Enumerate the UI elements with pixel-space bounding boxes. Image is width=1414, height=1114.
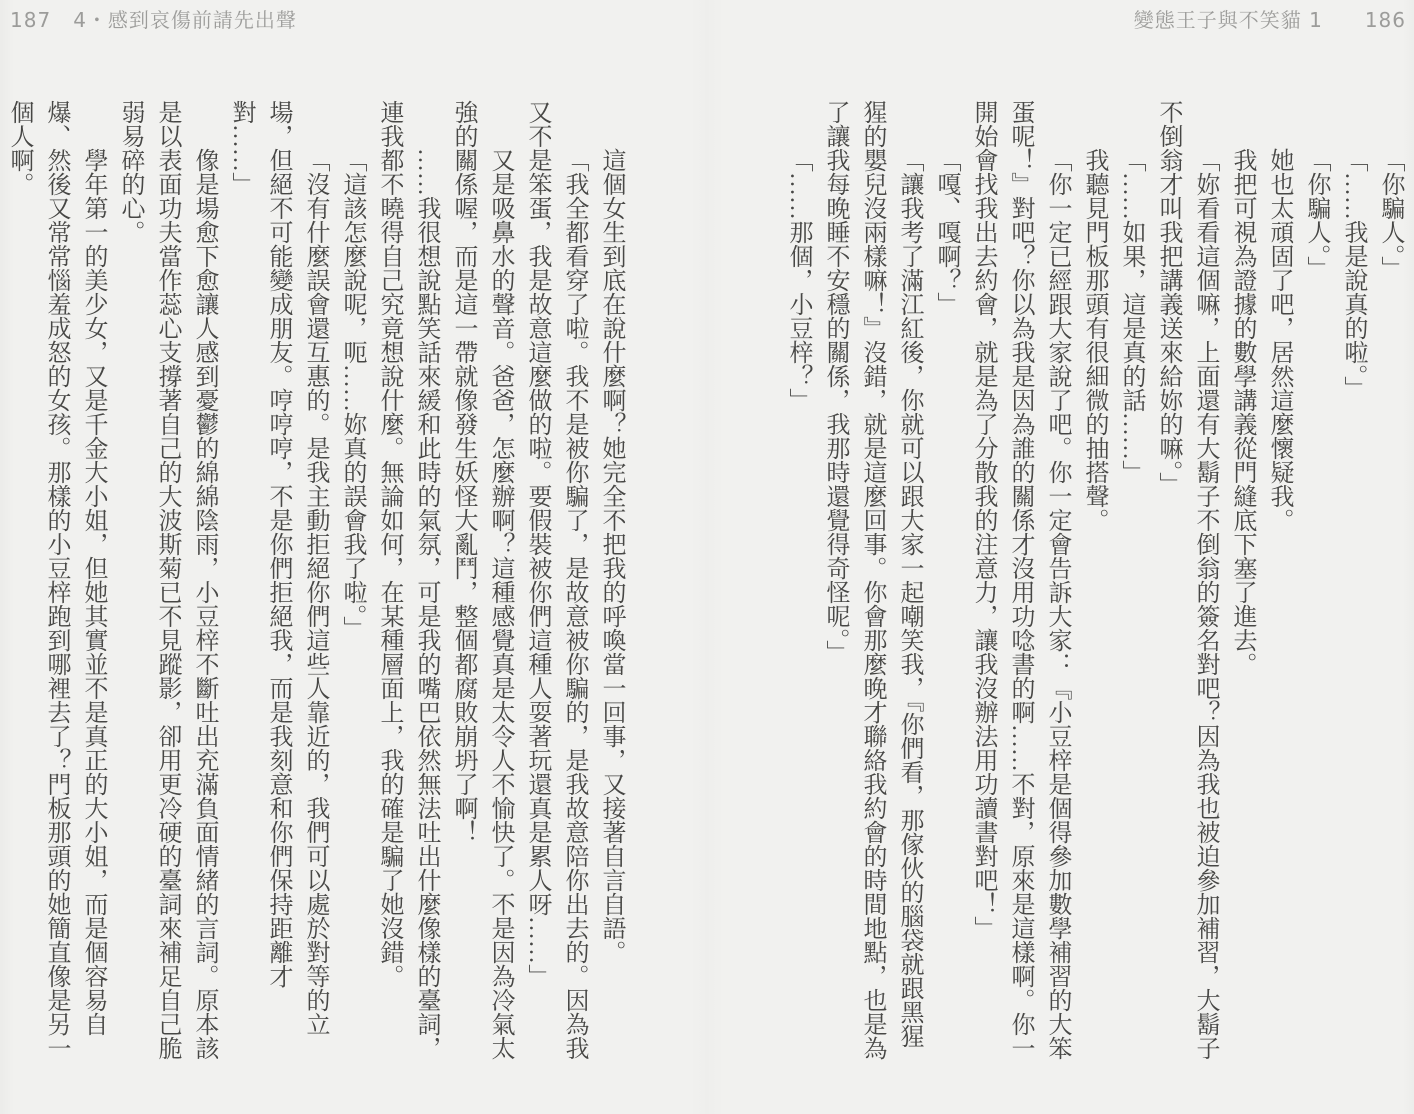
paragraph: ……我很想說點笑話來緩和此時的氣氛，可是我的嘴巴依然無法吐出什麼像樣的臺詞，連我都不曉得自己究竟想說什麼。無論如何，在某種層面上，我的確是騙了她沒錯。 (376, 100, 439, 1060)
paragraph: 「……如果，這是真的話……」 (1118, 148, 1144, 484)
paragraph: 這個女生到底在說什麼啊？她完全不把我的呼喚當一回事，又接著自言自語。 (598, 148, 624, 964)
paragraph: 「你騙人。」 (1303, 148, 1329, 280)
paragraph: 「嘎、嘎啊？」 (933, 148, 959, 316)
paragraph: 又是吸鼻水的聲音。爸爸，怎麼辦啊？這種感覺真是太令人不愉快了。不是因為冷氣太強的關係喔，而是這一帶就像發生妖怪大亂鬥，整個都腐敗崩坍了啊！ (450, 100, 513, 1060)
paragraph: 「……那個，小豆梓？」 (785, 148, 811, 412)
paragraph: 她也太頑固了吧，居然這麼懷疑我。 (1266, 148, 1292, 532)
left-running-head (10, 8, 297, 32)
paragraph: 「沒有什麼誤會還互惠的。是我主動拒絕你們這些人靠近的，我們可以處於對等的立場，但絕不可能變成朋友。哼哼哼，不是你們拒絕我，而是我刻意和你們保持距離才對……」 (228, 100, 328, 1036)
paragraph: 「我全都看穿了啦。我不是被你騙了，是故意被你騙的，是我故意陪你出去的。因為我又不是笨蛋，我是故意這麼做的啦。要假裝被你們這種人耍著玩還真是累人呀……」 (524, 100, 587, 1060)
paragraph: 「你一定已經跟大家說了吧。你一定會告訴大家：『小豆梓是個得參加數學補習的大笨蛋呢！』對吧？你以為我是因為誰的關係才沒用功唸書的啊……不對，原來是這樣啊。你一開始會找我出去約會，就是為了分散我的注意力，讓我沒辦法用功讀書對吧！」 (970, 100, 1070, 1060)
paragraph: 「這該怎麼說呢，呃……妳真的誤會我了啦。」 (339, 148, 365, 640)
book-title: 變態王子與不笑貓 1 (1133, 8, 1323, 32)
paragraph: 像是場愈下愈讓人感到憂鬱的綿綿陰雨，小豆梓不斷吐出充滿負面情緒的言詞。原本該是以表面功夫當作蕊心支撐著自己的大波斯菊已不見蹤影，卻用更冷硬的臺詞來補足自己脆弱易碎的心。 (117, 100, 217, 1060)
paragraph: 「你騙人。」 (1377, 148, 1403, 280)
right-running-head (1134, 8, 1406, 32)
right-page-text (779, 100, 1408, 1062)
left-page-number: 187 (10, 8, 52, 32)
paragraph: 「妳看看這個嘛，上面還有大鬍子不倒翁的簽名對吧？因為我也被迫參加補習，大鬍子不倒翁才叫我把講義送來給妳的嘛。」 (1155, 100, 1218, 1060)
paragraph: 我聽見門板那頭有很細微的抽搭聲。 (1081, 148, 1107, 532)
paragraph: 學年第一的美少女，又是千金大小姐，但她其實並不是真正的大小姐，而是個容易自爆、然後又常常惱羞成怒的女孩。那樣的小豆梓跑到哪裡去了？門板那頭的她簡直像是另一個人啊。 (6, 100, 106, 1060)
paragraph: 「……我是說真的啦。」 (1340, 148, 1366, 400)
chapter-title: 4・感到哀傷前請先出聲 (73, 8, 297, 32)
left-page-text (0, 100, 629, 1062)
paragraph: 我把可視為證據的數學講義從門縫底下塞了進去。 (1229, 148, 1255, 676)
paragraph: 「讓我考了滿江紅後，你就可以跟大家一起嘲笑我，『你們看，那傢伙的腦袋就跟黑猩猩的嬰兒沒兩樣嘛！』沒錯，就是這麼回事。你會那麼晚才聯絡我約會的時間地點，也是為了讓我每晚睡不安穩的關係，我那時還覺得奇怪呢。」 (822, 100, 922, 1060)
right-page-number: 186 (1364, 8, 1406, 32)
